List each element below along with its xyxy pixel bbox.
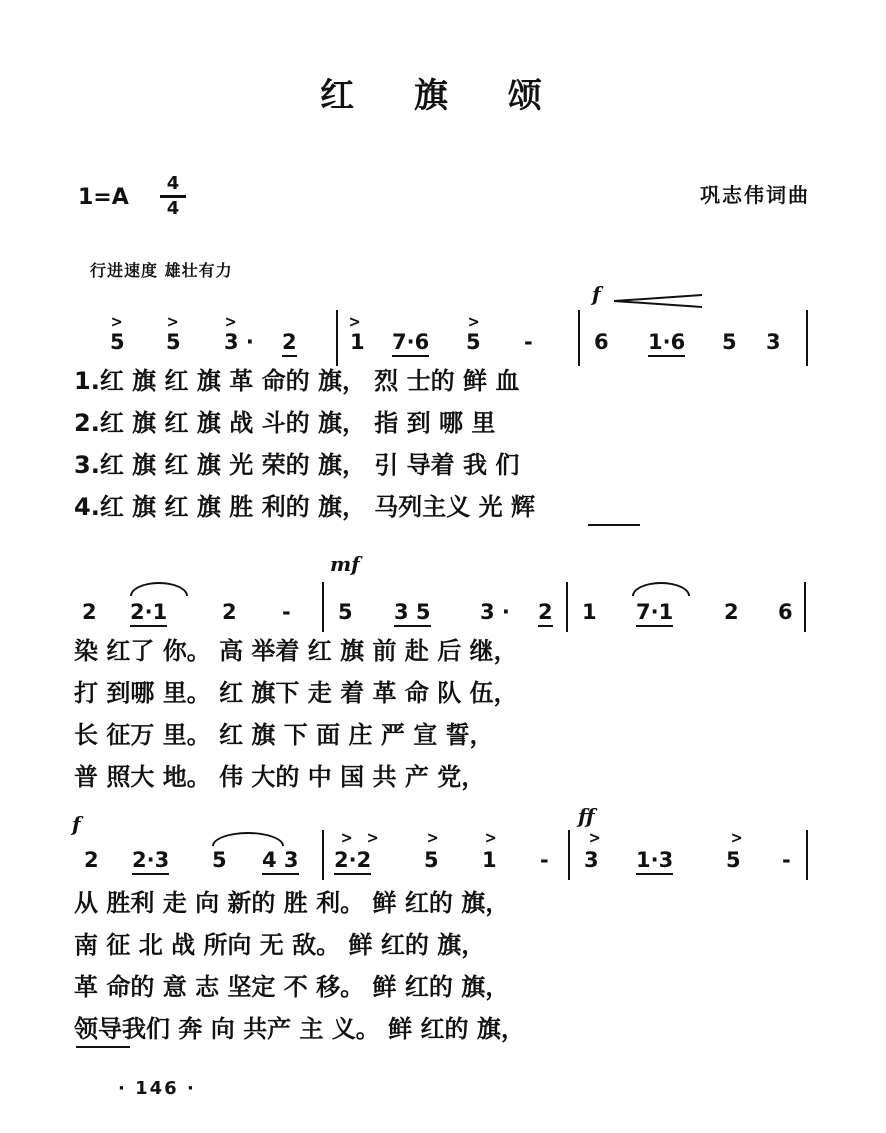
bar-line	[336, 310, 338, 366]
note: 2	[84, 848, 99, 872]
accent-mark: >	[224, 312, 237, 331]
dynamic-marking: ff	[578, 804, 595, 828]
bar-line	[566, 582, 568, 632]
note: -	[524, 330, 533, 354]
note: 5	[338, 600, 353, 624]
accent-mark: >	[467, 312, 480, 331]
note: 3 ·	[224, 330, 254, 354]
note: -	[782, 848, 791, 872]
page-number: · 146 ·	[118, 1078, 196, 1099]
accent-mark: >	[426, 828, 439, 847]
lyric-line: 1.红 旗 红 旗 革 命的 旗， 烈 士的 鲜 血	[74, 367, 520, 395]
bar-line	[806, 830, 808, 880]
lyric-line: 3.红 旗 红 旗 光 荣的 旗， 引 导着 我 们	[74, 451, 520, 479]
accent-mark: >	[348, 312, 361, 331]
note: 4 3	[262, 848, 299, 875]
accent-mark: >	[484, 828, 497, 847]
note: 1	[582, 600, 597, 624]
dynamic-marking: f	[592, 282, 601, 306]
note: 2·2	[334, 848, 371, 875]
accent-mark: >	[730, 828, 743, 847]
note: -	[540, 848, 549, 872]
note: 7·6	[392, 330, 429, 357]
note: 3	[584, 848, 599, 872]
note: 2·3	[132, 848, 169, 875]
lyric-line: 领导我们 奔 向 共产 主 义。 鲜 红的 旗，	[74, 1015, 525, 1043]
time-signature	[160, 174, 186, 219]
tie-slur	[130, 582, 188, 596]
accent-mark: >	[110, 312, 123, 331]
key-signature: 1=A	[78, 185, 129, 210]
bar-line	[322, 582, 324, 632]
note: 2	[82, 600, 97, 624]
note: 5	[166, 330, 181, 354]
author-credit: 巩志伟词曲	[700, 183, 810, 207]
note: 1	[482, 848, 497, 872]
note: 2	[222, 600, 237, 624]
note: 5	[466, 330, 481, 354]
lyric-line: 长 征万 里。 红 旗 下 面 庄 严 宣 誓，	[74, 721, 494, 749]
lyric-underline	[588, 524, 640, 526]
note: 1·3	[636, 848, 673, 875]
note: 2·1	[130, 600, 167, 627]
song-title: 红 旗 颂	[320, 76, 566, 116]
note: 5	[212, 848, 227, 872]
accent-mark: >	[166, 312, 179, 331]
bar-line	[578, 310, 580, 366]
lyric-line: 从 胜利 走 向 新的 胜 利。 鲜 红的 旗，	[74, 889, 510, 917]
tempo-marking: 行进速度 雄壮有力	[90, 261, 233, 280]
note: 2	[538, 600, 553, 627]
note: 6	[594, 330, 609, 354]
lyric-line: 南 征 北 战 所向 无 敌。 鲜 红的 旗，	[74, 931, 486, 959]
bar-line	[322, 830, 324, 880]
time-denominator: 4	[166, 198, 180, 219]
note: 2	[282, 330, 297, 357]
note: 7·1	[636, 600, 673, 627]
note: 1	[350, 330, 365, 354]
lyric-line: 2.红 旗 红 旗 战 斗的 旗， 指 到 哪 里	[74, 409, 496, 437]
note: 5	[424, 848, 439, 872]
lyric-line: 普 照大 地。 伟 大的 中 国 共 产 党，	[74, 763, 486, 791]
note: 5	[726, 848, 741, 872]
lyric-line: 染 红了 你。 高 举着 红 旗 前 赴 后 继，	[74, 637, 518, 665]
note: 3 5	[394, 600, 431, 627]
lyric-underline	[76, 1046, 130, 1048]
lyric-line: 4.红 旗 红 旗 胜 利的 旗， 马列主义 光 辉	[74, 493, 536, 521]
accent-mark: >	[588, 828, 601, 847]
lyric-line: 革 命的 意 志 坚定 不 移。 鲜 红的 旗，	[74, 973, 510, 1001]
note: 5	[110, 330, 125, 354]
note: 3	[766, 330, 781, 354]
note: 1·6	[648, 330, 685, 357]
note: 3 ·	[480, 600, 510, 624]
crescendo-hairpin	[612, 294, 704, 308]
bar-line	[804, 582, 806, 632]
note: 5	[722, 330, 737, 354]
note: 6	[778, 600, 793, 624]
bar-line	[568, 830, 570, 880]
dynamic-marking: mf	[330, 552, 360, 576]
accent-mark: >	[366, 828, 379, 847]
dynamic-marking: f	[72, 812, 81, 836]
lyric-line: 打 到哪 里。 红 旗下 走 着 革 命 队 伍，	[74, 679, 518, 707]
bar-line	[806, 310, 808, 366]
accent-mark: >	[340, 828, 353, 847]
time-numerator: 4	[166, 173, 180, 194]
tie-slur	[212, 832, 284, 846]
note: -	[282, 600, 291, 624]
tie-slur	[632, 582, 690, 596]
note: 2	[724, 600, 739, 624]
